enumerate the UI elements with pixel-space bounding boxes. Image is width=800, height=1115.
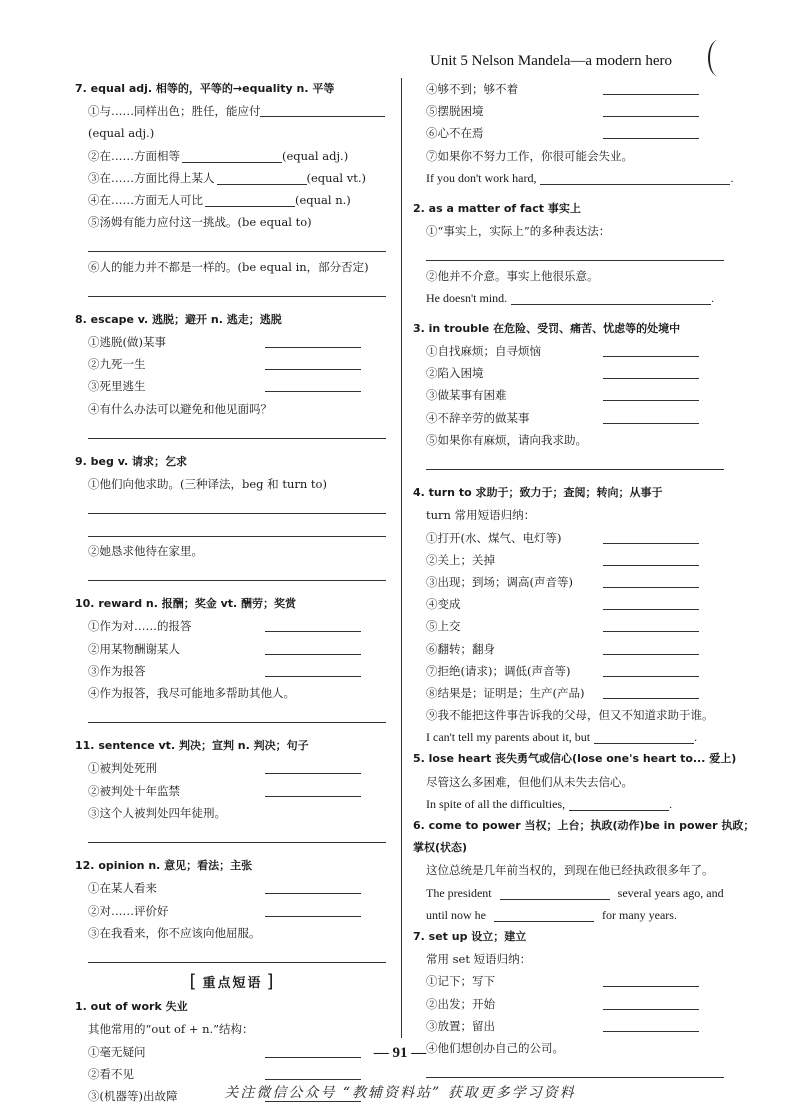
list-item: 其他常用的“out of + n.”结构： [88,1022,254,1037]
list-item: ①记下；写下 [413,970,728,992]
entry-heading: 7. set up 设立；建立 [413,929,527,943]
entry-heading: 2. as a matter of fact 事实上 [413,201,581,215]
list-item: ①被判处死刑 [75,757,390,779]
list-item: ⑦如果你不努力工作，你很可能会失业。 [426,148,633,163]
list-item: ②看不见 [75,1063,390,1085]
entry-heading: 6. come to power 当权；上台；执政(动作)be in power 执政； [413,819,755,832]
left-column [75,78,390,1107]
sentence-line: He doesn't mind. . [426,290,715,305]
answer-blank[interactable] [603,529,699,544]
answer-blank[interactable] [603,102,699,117]
answer-blank[interactable] [260,102,385,117]
list-item: ⑥翻转；翻身 [413,638,728,660]
list-item: ④在……方面无人可比 (equal n.) [88,192,351,207]
list-item: ②出发；开始 [413,993,728,1015]
answer-blank[interactable] [603,972,699,987]
answer-line[interactable] [413,451,728,473]
answer-blank[interactable] [603,80,699,95]
list-item: ②用某物酬谢某人 [75,638,390,660]
list-item: ①作为对……的报答 [75,615,390,637]
list-item: ②被判处十年监禁 [75,780,390,802]
answer-line[interactable] [75,562,390,584]
list-item: ④他们想创办自己的公司。 [426,1040,564,1055]
header-ornament [708,40,728,76]
list-item: ⑤汤姆有能力应付这一挑战。(be equal to) [88,215,312,230]
list-item: ④够不到；够不着 [413,78,728,100]
entry-heading: 1. out of work 失业 [75,1000,188,1014]
answer-blank[interactable] [603,595,699,610]
list-item: (equal adj.) [88,126,155,141]
answer-blank[interactable] [603,1017,699,1032]
list-item: ③死里逃生 [75,375,390,397]
answer-blank[interactable] [569,797,669,811]
list-item: 尽管这么多困难，但他们从未失去信心。 [426,774,633,789]
list-item: ③出现；到场；调高(声音等) [413,571,728,593]
answer-blank[interactable] [603,617,699,632]
list-item: ③放置；留出 [413,1015,728,1037]
answer-blank[interactable] [265,355,361,370]
answer-blank[interactable] [205,193,295,207]
answer-blank[interactable] [265,617,361,632]
entry-heading: 12. opinion n. 意见；看法；主张 [75,859,253,873]
entry-heading: 7. equal adj. 相等的，平等的→equality n. 平等 [75,82,335,95]
answer-blank[interactable] [265,782,361,797]
answer-blank[interactable] [265,1065,361,1080]
answer-line[interactable] [75,233,390,255]
sentence-line: until now he for many years. [426,907,677,922]
section-badge: [ 重点短语 ] [189,970,276,992]
list-item: ⑧结果是；证明是；生产(产品) [413,682,728,704]
answer-line[interactable] [75,495,390,517]
answer-blank[interactable] [265,879,361,894]
list-item: ①在某人看来 [75,877,390,899]
answer-blank[interactable] [265,662,361,677]
sentence-line: In spite of all the difficulties, . [426,796,673,811]
footer-note: 关注微信公众号 “教辅资料站” 获取更多学习资料 [224,1085,576,1101]
entry-heading: 5. lose heart 丧失勇气或信心(lose one's heart to... 爱上) [413,752,737,766]
list-item: turn 常用短语归纳： [426,508,536,523]
list-item: ④作为报答，我尽可能地多帮助其他人。 [88,685,295,700]
list-item: ④变成 [413,593,728,615]
answer-blank[interactable] [265,759,361,774]
answer-blank[interactable] [603,640,699,655]
list-item: ③(机器等)出故障 [75,1085,390,1107]
answer-line[interactable] [75,420,390,442]
list-item: ④有什么办法可以避免和他见面吗？ [88,401,272,416]
answer-blank[interactable] [603,573,699,588]
answer-blank[interactable] [265,902,361,917]
answer-blank[interactable] [494,908,594,922]
answer-line[interactable] [75,824,390,846]
list-item: ②在……方面相等 (equal adj.) [88,148,349,163]
list-item: ②她恳求他待在家里。 [88,543,203,558]
answer-blank[interactable] [217,171,307,185]
entry-heading: 4. turn to 求助于；致力于；查阅；转向；从事于 [413,486,663,500]
entry-heading-cont: 掌权(状态) [413,841,468,855]
list-item: ①他们向他求助。(三种译法，beg 和 turn to) [88,477,327,492]
list-item: ③这个人被判处四年徒刑。 [88,805,226,820]
list-item: ③作为报答 [75,660,390,682]
list-item: ⑤摆脱困境 [413,100,728,122]
list-item: ⑤上交 [413,615,728,637]
list-item: ②他并不介意。事实上他很乐意。 [426,268,599,283]
answer-line[interactable] [413,1059,728,1081]
answer-blank[interactable] [603,364,699,379]
answer-line[interactable] [413,242,728,264]
entry-heading: 9. beg v. 请求；乞求 [75,455,187,468]
list-item: ⑨我不能把这件事告诉我的父母，但又不知道求助于谁。 [426,708,714,723]
sentence-line: I can't tell my parents about it, but . [426,730,698,745]
entry-heading: 3. in trouble 在危险、受罚、痛苦、忧虑等的处境中 [413,321,681,335]
answer-blank[interactable] [603,409,699,424]
column-divider [401,78,402,1038]
answer-line[interactable] [75,278,390,300]
list-item: ③在……方面比得上某人 (equal vt.) [88,170,367,185]
answer-blank[interactable] [603,684,699,699]
answer-blank[interactable] [603,342,699,357]
answer-blank[interactable] [265,640,361,655]
list-item: ②对……评价好 [75,900,390,922]
answer-blank[interactable] [603,995,699,1010]
sentence-line: The president several years ago, and [426,885,724,900]
list-item: ④不辞辛劳的做某事 [413,407,728,429]
list-item: 这位总统是几年前当权的，到现在他已经执政很多年了。 [426,863,714,878]
answer-blank[interactable] [500,886,610,900]
list-item: ③做某事有困难 [413,384,728,406]
answer-line[interactable] [75,944,390,966]
answer-line[interactable] [75,704,390,726]
list-item: 常用 set 短语归纳： [426,952,532,967]
list-item: ⑥人的能力并不都是一样的。(be equal in，部分否定) [88,259,369,274]
list-item: ①毫无疑问 [75,1041,390,1063]
answer-blank[interactable] [603,551,699,566]
list-item: ①“事实上，实际上”的多种表达法： [426,224,611,239]
answer-blank[interactable] [540,171,730,185]
answer-blank[interactable] [603,124,699,139]
list-item: ③在我看来，你不应该向他屈服。 [88,925,261,940]
answer-blank[interactable] [603,662,699,677]
list-item: ②关上；关掉 [413,549,728,571]
list-item: ①自找麻烦；自寻烦恼 [413,340,728,362]
entry-heading: 8. escape v. 逃脱；避开 n. 逃走；逃脱 [75,312,282,326]
list-item: ⑥心不在焉 [413,122,728,144]
sentence-line: If you don't work hard, . [426,170,734,185]
answer-blank[interactable] [265,377,361,392]
answer-line[interactable] [75,518,390,540]
answer-blank[interactable] [594,730,694,744]
answer-blank[interactable] [511,291,711,305]
list-item: ②九死一生 [75,353,390,375]
entry-heading: 11. sentence vt. 判决；宣判 n. 判决；句子 [75,739,309,753]
running-header: Unit 5 Nelson Mandela—a modern hero [430,53,673,69]
list-item: ⑦拒绝(请求)；调低(声音等) [413,660,728,682]
list-item: ①打开(水、煤气、电灯等) [413,527,728,549]
list-item: ⑤如果你有麻烦，请向我求助。 [426,432,587,447]
page-number: — 91 — [373,1045,427,1061]
entry-heading: 10. reward n. 报酬；奖金 vt. 酬劳；奖赏 [75,597,297,611]
list-item: ①与……同样出色；胜任，能应付 [75,100,390,122]
list-item: ①逃脱(做)某事 [75,331,390,353]
right-column [413,78,755,1081]
list-item: ②陷入困境 [413,362,728,384]
answer-blank[interactable] [603,386,699,401]
answer-blank[interactable] [265,333,361,348]
answer-blank[interactable] [182,149,282,163]
